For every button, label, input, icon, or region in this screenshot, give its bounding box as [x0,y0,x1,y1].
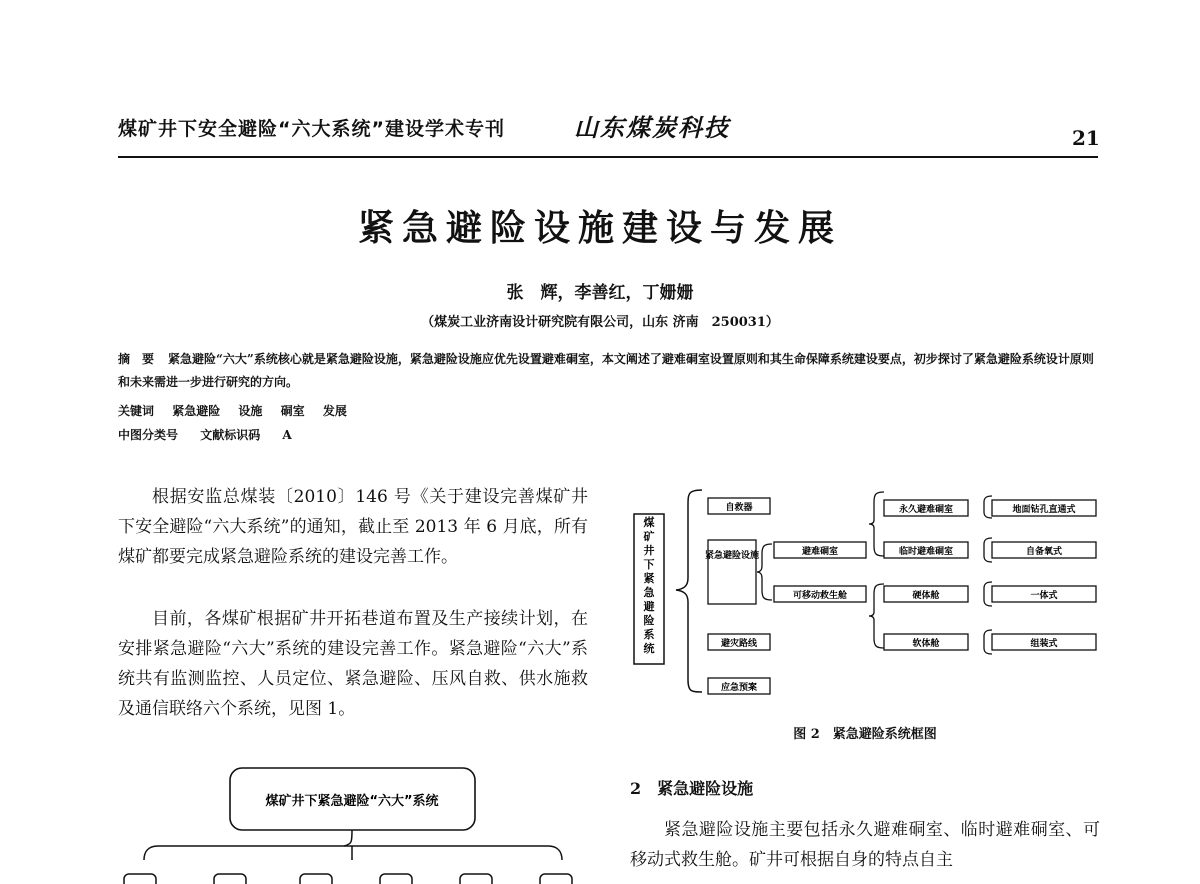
figure-2-root-char: 急 [643,586,655,599]
figure-2-root-char: 险 [643,614,655,627]
affiliation: （煤炭工业济南设计研究院有限公司，山东 济南 250031） [421,315,779,330]
figure-1-connector [344,846,562,860]
figure-2-node-facility [708,540,756,604]
figure-1-child-box [214,874,246,884]
figure-2-node-label: 自备氧式 [1025,547,1063,557]
clc-label: 中图分类号 [118,428,179,442]
page-number: 21 [1072,126,1100,150]
figure-2-node-label: 硬体舱 [912,591,940,601]
figure-2-bracket [984,582,992,606]
keyword: 发展 [322,404,347,418]
figure-2-root-char: 紧 [643,572,655,585]
keywords-label: 关键词 [118,404,155,418]
classification-line [118,426,310,443]
abstract-label: 摘 要 [118,352,155,366]
keywords [118,402,361,419]
figure-2-brace [869,584,884,648]
journal-series-title: 煤矿井下安全避险“六大系统”建设学术专刊 [118,118,505,140]
header-rule [118,156,1098,158]
figure-2-root-char: 下 [643,558,655,571]
body-paragraph: 紧急避险设施主要包括永久避难硐室、临时避难硐室、可移动式救生舱。矿井可根据自身的特点自主 [630,820,1100,870]
figure-2-node-label: 临时避难硐室 [898,547,954,557]
body-paragraph: 根据安监总煤装〔2010〕146 号《关于建设完善煤矿井下安全避险“六大系统”的通知，截止至 2013 年 6 月底，所有煤矿都要完成紧急避险系统的建设完善工作。 [118,487,588,567]
figure-2-node-label: 自救器 [725,503,753,513]
figure-2-root-char: 统 [643,642,655,655]
authors: 张 辉，李善红，丁姗姗 [506,283,694,303]
figure-1 [118,760,588,884]
figure-1-child-box [540,874,572,884]
figure-2-node-label: 组装式 [1030,639,1058,649]
figure-1-child-box [460,874,492,884]
figure-1-child-box [300,874,332,884]
figure-2-caption: 图 2 紧急避险系统框图 [793,727,937,742]
figure-2-bracket [984,496,992,518]
figure-2-root-char: 矿 [643,530,655,543]
figure-2-brace [676,490,702,692]
figure-2-node-label: 应急预案 [720,683,758,693]
keyword: 硐室 [280,404,305,418]
article-title: 紧急避险设施建设与发展 [357,207,842,249]
abstract-text: 紧急避险“六大”系统核心就是紧急避险设施，紧急避险设施应优先设置避难硐室，本文阐述了避难硐室设置原则和其生命保障系统建设要点，初步探讨了紧急避险系统设计原则和未来需进一步进行研究的方向。 [118,352,1094,389]
figure-1-top-label: 煤矿井下紧急避险“六大”系统 [265,794,439,809]
figure-2-node-label: 避难硐室 [801,547,839,557]
figure-2-bracket [984,630,992,654]
figure-2-node-label: 永久避难硐室 [898,505,954,515]
figure-2-node-label: 避灾路线 [720,639,758,649]
figure-2-root-char: 煤 [643,516,655,529]
section-heading: 2 紧急避险设施 [630,779,754,798]
figure-2-brace [757,544,772,600]
figure-2-root-char: 系 [643,628,655,641]
figure-2-node-label: 紧急避险设施 [704,551,760,561]
figure-1-child-box [380,874,412,884]
journal-logo: 山东煤炭科技 [574,113,730,142]
figure-2-root-char: 井 [643,544,655,557]
figure-2-node-label: 软体舱 [912,639,940,649]
abstract [118,348,1098,394]
figure-2-node-label: 可移动救生舱 [792,591,848,601]
figure-2-root-char: 避 [643,600,655,613]
figure-1-connector [144,830,352,860]
figure-2-bracket [984,538,992,562]
body-paragraph: 目前，各煤矿根据矿井开拓巷道布置及生产接续计划，在安排紧急避险“六大”系统的建设完善工作。紧急避险“六大”系统共有监测监控、人员定位、紧急避险、压风自救、供水施救及通信联络六个系统，见图 1。 [118,609,588,719]
figure-2-node-label: 一体式 [1030,591,1058,601]
keyword: 紧急避险 [172,404,221,418]
doc-code: A [282,428,292,442]
figure-2 [630,486,1100,708]
figure-2-node-label: 地面钻孔直通式 [1012,505,1076,515]
keyword: 设施 [238,404,263,418]
figure-2-brace [869,492,884,556]
doc-code-label: 文献标识码 [200,428,261,442]
figure-1-child-box [124,874,156,884]
